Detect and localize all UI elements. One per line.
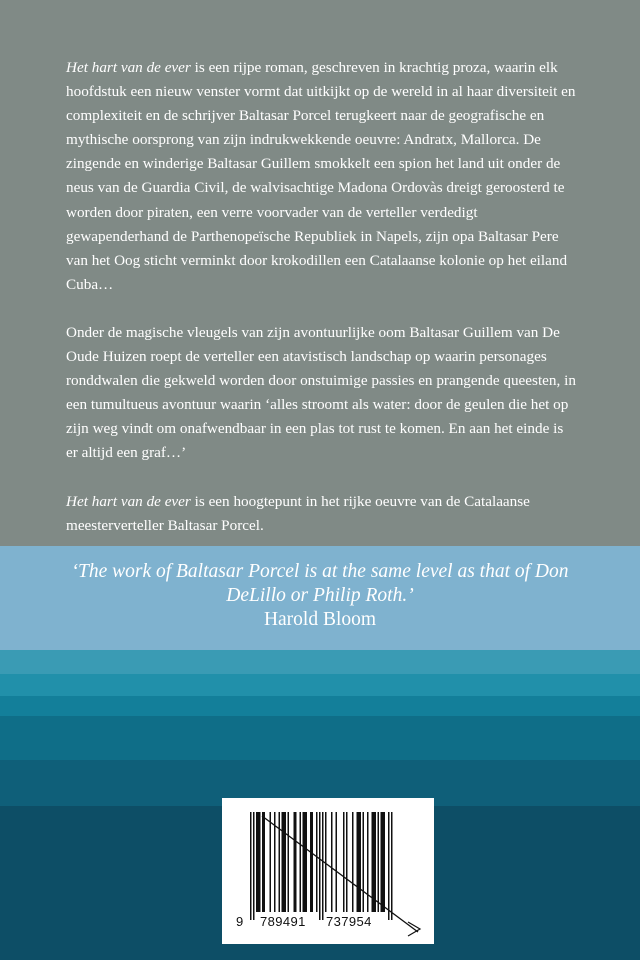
sea-band-2: [0, 650, 640, 674]
barcode-right-digits: 737954: [326, 914, 372, 929]
isbn-barcode: [222, 798, 434, 944]
book-title-italic: Het hart van de ever: [66, 59, 191, 76]
sea-band-5: [0, 716, 640, 760]
sea-band-4: [0, 696, 640, 716]
sea-band-3: [0, 674, 640, 696]
barcode-lead-digit: 9: [236, 914, 244, 929]
blurb-text: [66, 56, 578, 562]
review-quote: [40, 560, 600, 632]
blurb-paragraph-3-body: is een hoogtepunt in het rijke oeuvre van de Catalaanse meesterverteller Baltasar Porcel.: [66, 492, 530, 534]
quote-text: ‘The work of Baltasar Porcel is at the same level as that of Don DeLillo or Philip Roth.’: [71, 561, 569, 606]
blurb-paragraph-1: [66, 56, 578, 297]
quote-author: Harold Bloom: [263, 609, 377, 630]
blurb-paragraph-3: [66, 490, 578, 538]
blurb-paragraph-1-body: is een rijpe roman, geschreven in krachtig proza, waarin elk hoofdstuk een nieuw venster vormt dat uitkijkt op de wereld in al haar diversiteit en complexiteit en de schrijver Baltasar Porcel terugkeert naar de geografische en mythische oorsprong van zijn indrukwekkende oeuvre: Andratx, Mallorca. De zingende en winderige Baltasar Guillem smokkelt een spion het land uit onder de neus van de Guardia Civil, de walvisachtige Madona Ordovàs dreigt geroosterd te worden door piraten, een verre voorvader van de verteller verdedigt gewapenderhand de Parthenopeïsche Republiek in Napels, zijn opa Baltasar Pere van het Oog sticht verminkt door krokodillen een Catalaanse kolonie op het eiland Cuba…: [66, 59, 576, 293]
barcode-left-digits: 789491: [260, 914, 306, 929]
book-title-italic: Het hart van de ever: [66, 492, 191, 510]
blurb-paragraph-2: Onder de magische vleugels van zijn avontuurlijke oom Baltasar Guillem van De Oude Huizen roept de verteller een atavistisch landschap op waarin personages ronddwalen die gekweld worden door onstuimige passies en prangende queesten, in een tumultueus avontuur waarin ‘alles stroomt als water: door de geulen die het op zijn weg vindt om onafwendbaar in een plas tot rust te komen. En aan het einde is er altijd een graf…’: [66, 323, 576, 462]
